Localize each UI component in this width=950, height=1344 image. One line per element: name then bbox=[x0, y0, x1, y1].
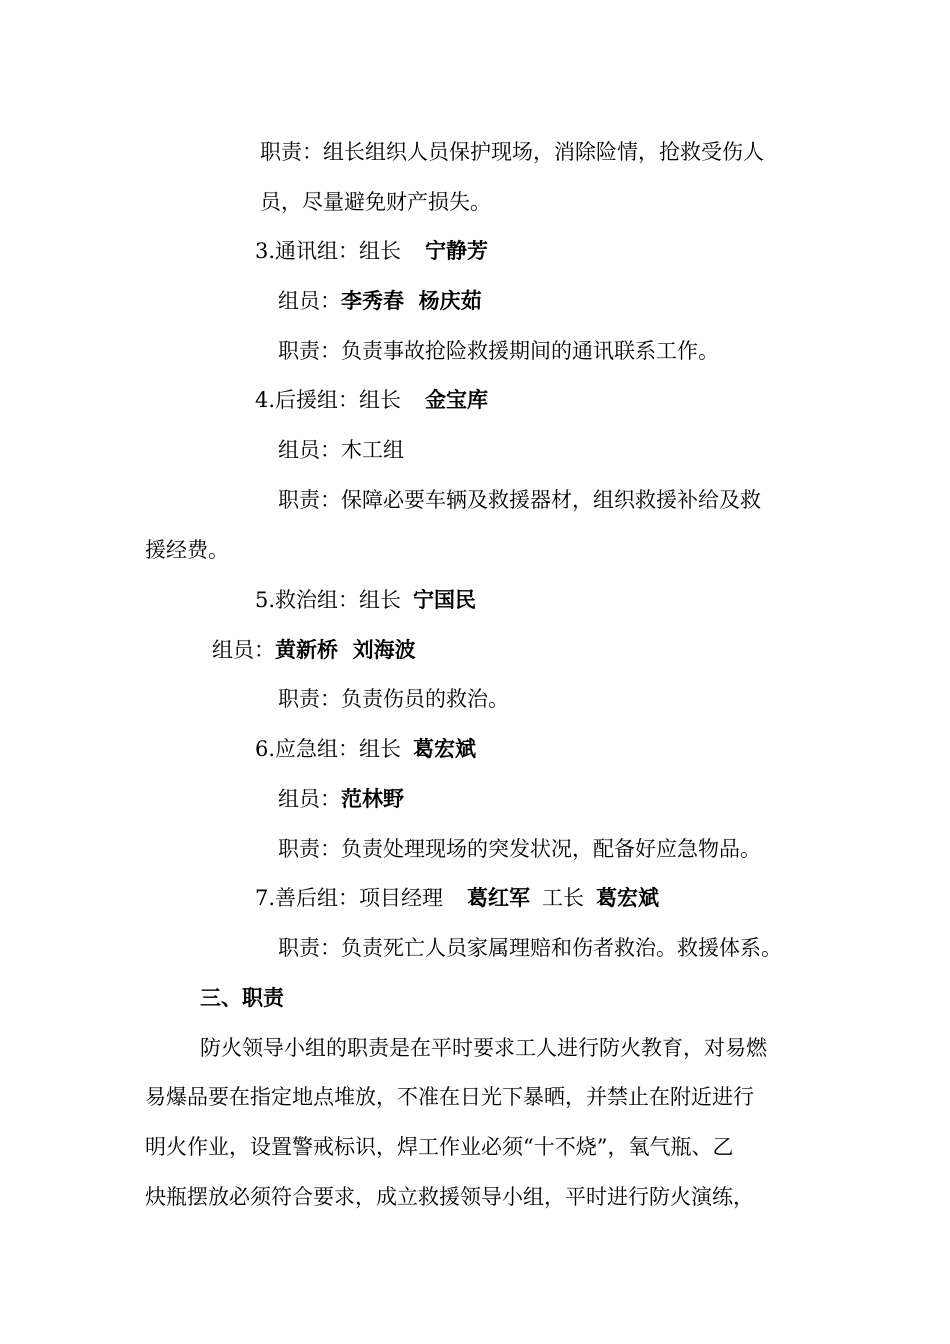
emergency-group-leader-name: 葛宏斌 bbox=[413, 736, 477, 761]
aftermath-group-duty: 职责：负责死亡人员家属理赔和伤者救治。救援体系。 bbox=[278, 936, 782, 960]
treatment-group-duty: 职责：负责伤员的救治。 bbox=[278, 687, 509, 711]
support-group-duty-line-1: 职责：保障必要车辆及救援器材，组织救援补给及救 bbox=[278, 488, 761, 512]
members-label: 组员： bbox=[278, 289, 341, 313]
emergency-group-member-name: 范林野 bbox=[341, 786, 404, 811]
comm-group-leader bbox=[255, 237, 488, 265]
comm-group-leader-name: 宁静芳 bbox=[425, 238, 489, 263]
fire-duty-paragraph-line-3: 明火作业，设置警戒标识，焊工作业必须“十不烧”，氧气瓶、乙 bbox=[145, 1135, 734, 1159]
support-group-leader-name: 金宝库 bbox=[425, 387, 489, 412]
emergency-group-members bbox=[278, 785, 404, 813]
treatment-group-members bbox=[212, 636, 416, 664]
support-group-label: 4.后援组：组长 bbox=[255, 388, 402, 412]
emergency-group-leader bbox=[255, 735, 476, 763]
fire-duty-paragraph-line-2: 易爆品要在指定地点堆放，不准在日光下暴晒，并禁止在附近进行 bbox=[145, 1085, 754, 1109]
aftermath-group-leaders bbox=[255, 884, 659, 912]
duty-rescue-line-2: 员，尽量避免财产损失。 bbox=[260, 190, 491, 214]
fire-duty-paragraph-line-4: 炔瓶摆放必须符合要求，成立救援领导小组，平时进行防火演练， bbox=[145, 1185, 754, 1209]
support-group-leader bbox=[255, 386, 488, 414]
treatment-group-member-names: 黄新桥 刘海波 bbox=[275, 637, 416, 662]
foreman-label: 工长 bbox=[542, 886, 585, 910]
emergency-group-label: 6.应急组：组长 bbox=[255, 737, 402, 761]
members-label: 组员： bbox=[278, 787, 341, 811]
emergency-group-duty: 职责：负责处理现场的突发状况，配备好应急物品。 bbox=[278, 837, 761, 861]
comm-group-members bbox=[278, 287, 482, 315]
comm-group-duty: 职责：负责事故抢险救援期间的通讯联系工作。 bbox=[278, 339, 719, 363]
foreman-name: 葛宏斌 bbox=[596, 885, 660, 910]
project-manager-name: 葛红军 bbox=[467, 885, 531, 910]
section-heading-duties: 三、职责 bbox=[200, 985, 284, 1010]
duty-rescue-line-1: 职责：组长组织人员保护现场，消除险情，抢救受伤人 bbox=[260, 140, 764, 164]
comm-group-member-names: 李秀春 杨庆茹 bbox=[341, 288, 482, 313]
treatment-group-leader-name: 宁国民 bbox=[413, 587, 477, 612]
treatment-group-leader bbox=[255, 586, 476, 614]
members-label: 组员： bbox=[212, 638, 275, 662]
comm-group-label: 3.通讯组：组长 bbox=[255, 239, 402, 263]
support-group-members: 组员：木工组 bbox=[278, 438, 404, 462]
support-group-duty-line-2: 援经费。 bbox=[145, 538, 229, 562]
treatment-group-label: 5.救治组：组长 bbox=[255, 588, 402, 612]
aftermath-group-label: 7.善后组：项目经理 bbox=[255, 886, 444, 910]
fire-duty-paragraph-line-1: 防火领导小组的职责是在平时要求工人进行防火教育，对易燃 bbox=[200, 1036, 767, 1060]
